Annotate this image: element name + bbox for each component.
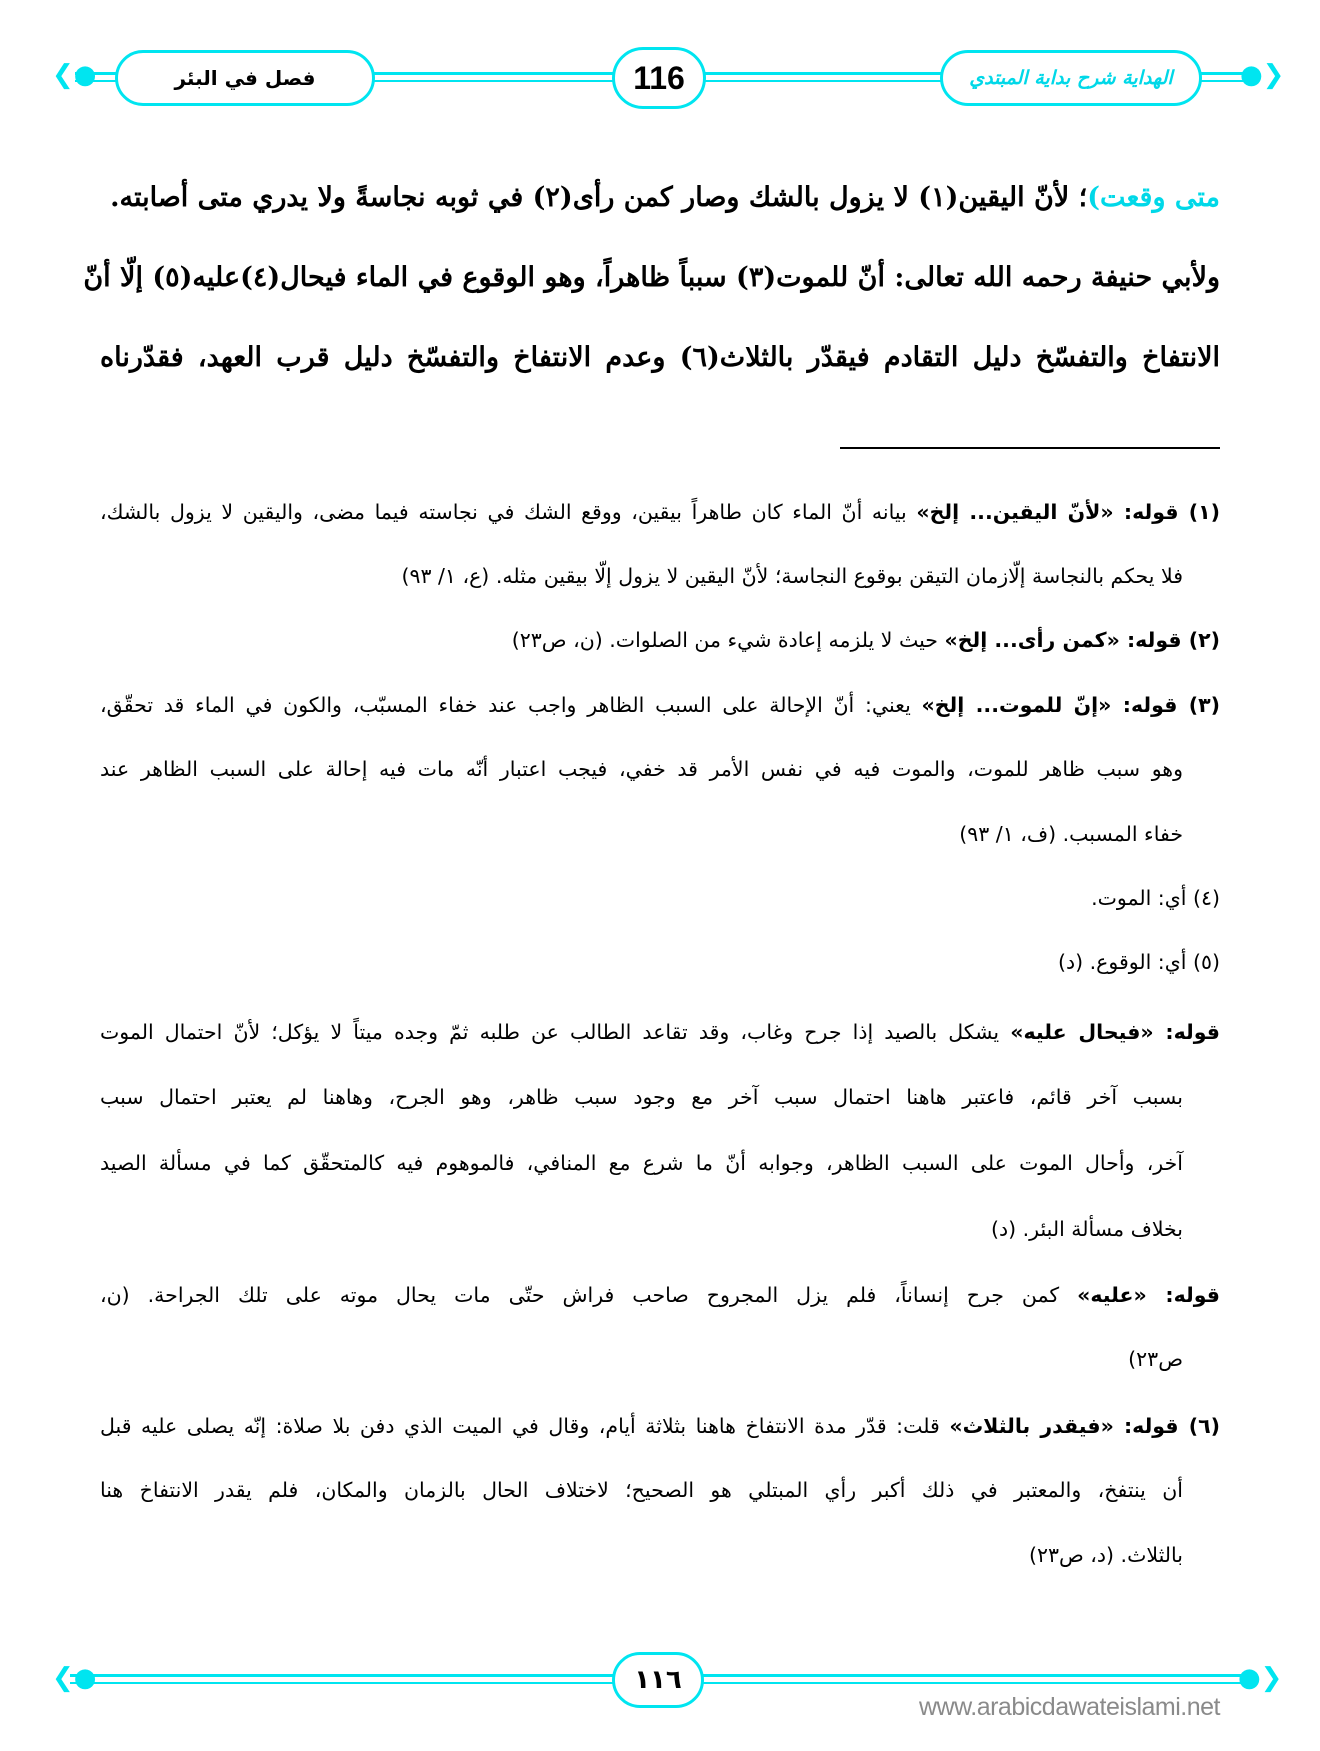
footnote-line <box>512 628 1220 652</box>
body-text: ؛ لأنّ اليقين(١) لا يزول بالشك وصار كمن رأى(٢) في ثوبه نجاسةً ولا يدري متى أصابته. <box>110 182 1088 213</box>
body-text: ولأبي حنيفة رحمه الله تعالى: أنّ للموت(٣) سبباً ظاهراً، وهو الوقوع في الماء فيحال(٤)عليه(٥) إلّا أنّ <box>83 262 1220 293</box>
body-line <box>100 342 1220 373</box>
body-line <box>83 262 1220 293</box>
footnote-line <box>100 1085 1183 1109</box>
footnote-line <box>1029 1543 1183 1567</box>
right-ornament-icon: ●❯ <box>1240 60 1285 90</box>
footnote-lemma: قوله: «فيحال عليه» <box>1010 1020 1220 1044</box>
book-title: الهداية شرح بداية المبتدي <box>969 67 1173 89</box>
footer-page-number-box <box>612 1652 704 1708</box>
footnote-lemma: قوله: «عليه» <box>1077 1283 1220 1307</box>
footnote-lemma: (٦) قوله: «فيقدر بالثلاث» <box>949 1414 1220 1438</box>
footnote-text: (٥) أي: الوقوع. (د) <box>1057 950 1220 974</box>
footnote-text: بالثلاث. (د، ص٢٣) <box>1028 1543 1183 1567</box>
footnote-line <box>1058 950 1220 974</box>
section-title: فصل في البئر <box>174 66 316 90</box>
footnote-text: كمن جرح إنساناً، فلم يزل المجروح صاحب فراش حتّى مات يحال موته على تلك الجراحة. (ن، <box>100 1283 1078 1307</box>
footnote-line <box>100 1414 1220 1438</box>
right-ornament-icon: ●❯ <box>1238 1663 1283 1693</box>
footer-page-number: ١١٦ <box>634 1665 682 1695</box>
footnote-text: بخلاف مسألة البئر. (د) <box>991 1217 1183 1241</box>
footnote-line <box>100 1478 1183 1502</box>
left-ornament-icon: ❮● <box>52 1663 97 1693</box>
footnote-line <box>401 564 1183 588</box>
footnote-text: يشكل بالصيد إذا جرح وغاب، وقد تقاعد الطالب عن طلبه ثمّ وجده ميتاً لا يؤكل؛ لأنّ احتمال الموت <box>100 1020 1011 1044</box>
body-text: الانتفاخ والتفسّخ دليل التقادم فيقدّر بالثلاث(٦) وعدم الانتفاخ والتفسّخ دليل قرب العهد، فقدّرناه <box>100 342 1220 373</box>
footnote-line <box>100 757 1183 781</box>
footnote-text: بسبب آخر قائم، فاعتبر هاهنا احتمال سبب آخر مع وجود سبب ظاهر، وهو الجرح، وهاهنا لم يعتبر احتمال سبب <box>100 1085 1183 1109</box>
footnote-lemma: (١) قوله: «لأنّ اليقين... إلخ» <box>916 500 1220 524</box>
page-number-box <box>612 47 706 109</box>
footnote-text: وهو سبب ظاهر للموت، والموت فيه في نفس الأمر قد خفي، فيجب اعتبار أنّه مات فيه إحالة على السبب الظاهر عند <box>100 757 1183 781</box>
website-link[interactable]: www.arabicdawateislami.net <box>918 1693 1220 1721</box>
footnote-text: يعني: أنّ الإحالة على السبب الظاهر واجب عند خفاء المسبّب، والكون في الماء قد تحقّق، <box>100 693 922 717</box>
footnote-text: خفاء المسبب. (ف، ١/ ٩٣) <box>959 822 1183 846</box>
footnote-line <box>100 1020 1220 1044</box>
book-title-box <box>940 50 1202 106</box>
footnote-line <box>959 822 1183 846</box>
footnote-text: ص٢٣) <box>1128 1347 1183 1371</box>
footnote-text: بيانه أنّ الماء كان طاهراً بيقين، ووقع الشك في نجاسته فيما مضى، واليقين لا يزول بالشك، <box>100 500 917 524</box>
footnote-lemma: (٢) قوله: «كمن رأى... إلخ» <box>944 628 1220 652</box>
section-title-box <box>115 50 375 106</box>
footnote-text: آخر، وأحال الموت على السبب الظاهر، وجوابه أنّ ما شرع مع المنافي، فالموهوم فيه كالمتحقّق كما في مسألة الصيد <box>100 1151 1183 1175</box>
footnote-text: (٤) أي: الموت. <box>1091 886 1220 910</box>
footnote-text: حيث لا يلزمه إعادة شيء من الصلوات. (ن، ص٢٣) <box>511 628 945 652</box>
footnote-line <box>100 1151 1183 1175</box>
footnote-lemma: (٣) قوله: «إنّ للموت... إلخ» <box>921 693 1220 717</box>
footnote-line <box>1128 1347 1183 1371</box>
footnote-line <box>100 693 1220 717</box>
page-number: 116 <box>633 59 685 96</box>
footnote-text: فلا يحكم بالنجاسة إلّازمان التيقن بوقوع النجاسة؛ لأنّ اليقين لا يزول إلّا بيقين مثله. (ع، ١/ ٩٣) <box>401 564 1183 588</box>
footnote-line <box>1091 886 1220 910</box>
left-ornament-icon: ❮● <box>52 60 97 90</box>
footnote-text: قلت: قدّر مدة الانتفاخ هاهنا بثلاثة أيام، وقال في الميت الذي دفن بلا صلاة: إنّه يصلى عليه قبل <box>100 1414 950 1438</box>
quoted-matn: متى وقعت) <box>1087 182 1220 213</box>
footnote-text: أن ينتفخ، والمعتبر في ذلك أكبر رأي المبتلي هو الصحيح؛ لاختلاف الحال بالزمان والمكان، فلم يقدر الانتفاخ هنا <box>100 1478 1183 1502</box>
footnote-line <box>100 500 1220 524</box>
footnote-line <box>100 1283 1220 1307</box>
footnote-divider <box>840 447 1220 449</box>
body-line <box>100 182 1220 213</box>
footnote-line <box>991 1217 1183 1241</box>
